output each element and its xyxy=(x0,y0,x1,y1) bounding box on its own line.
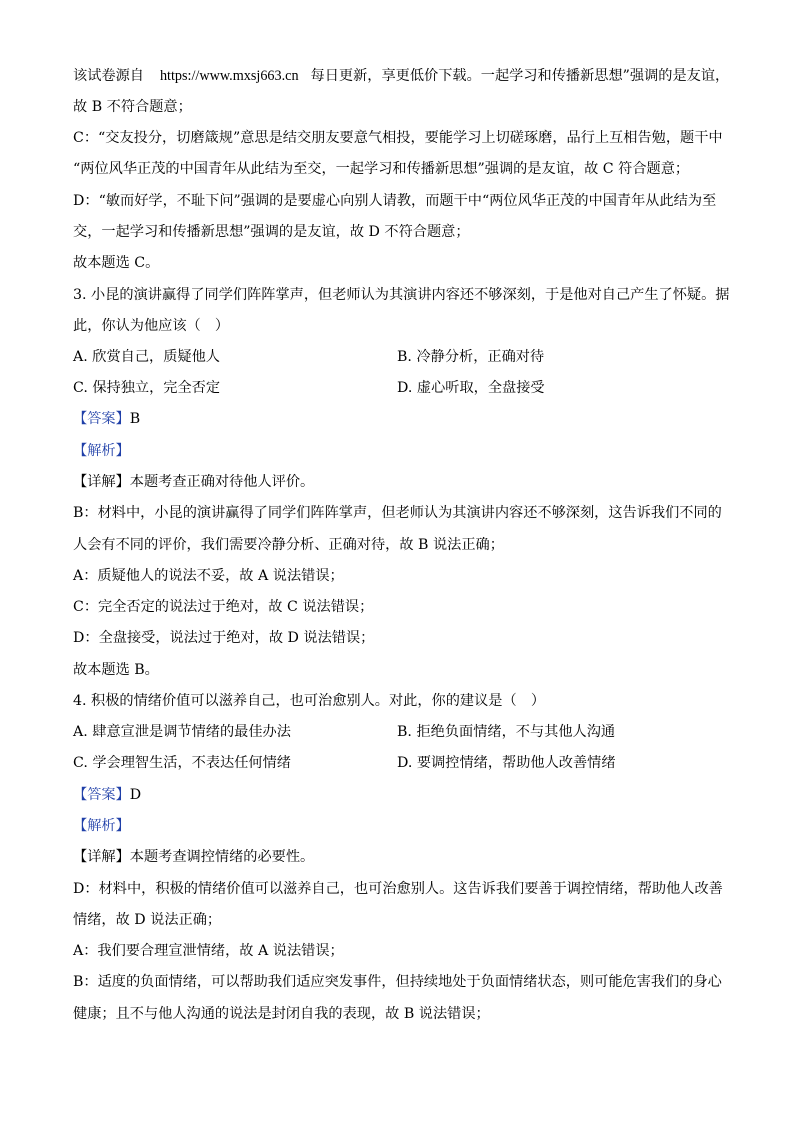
header-prefix: 该试卷源自 xyxy=(73,68,144,84)
source-header xyxy=(73,66,729,86)
explanation-line: A：质疑他人的说法不妥，故 A 说法错误； xyxy=(73,568,344,584)
explanation-line: B：适度的负面情绪，可以帮助我们适应突发事件，但持续地处于负面情绪状态，则可能危害我们的身心 xyxy=(73,974,722,990)
header-suffix: 每日更新，享更低价下载。一起学习和传播新思想”强调的是友谊， xyxy=(310,68,730,84)
explanation-line: D：全盘接受，说法过于绝对，故 D 说法错误； xyxy=(73,630,375,646)
q3-analysis-tag xyxy=(73,441,130,461)
q4-option-d: D. 要调控情绪，帮助他人改善情绪 xyxy=(397,755,616,771)
explanation-line: C：完全否定的说法过于绝对，故 C 说法错误； xyxy=(73,599,374,615)
explanation-line: 情绪，故 D 说法正确； xyxy=(73,912,222,928)
text-line: 故 B 不符合题意； xyxy=(73,99,192,115)
detail-text: 本题考查调控情绪的必要性。 xyxy=(129,849,315,865)
text-line: D：“敏而好学，不耻下问”强调的是要虚心向别人请教，而题干中“两位风华正茂的中国青年从此结为至 xyxy=(73,193,717,209)
q4-option-a: A. 肆意宣泄是调节情绪的最佳办法 xyxy=(73,724,291,740)
q4-detail xyxy=(73,847,314,867)
answer-value: D xyxy=(129,787,142,803)
explanation-line: A：我们要合理宣泄情绪，故 A 说法错误； xyxy=(73,943,344,959)
q3-answer xyxy=(73,409,140,429)
source-url-link[interactable]: https://www.mxsj663.cn xyxy=(159,68,299,84)
q4-option-c: C. 学会理智生活，不表达任何情绪 xyxy=(73,755,291,771)
question-3-stem: 3. 小昆的演讲赢得了同学们阵阵掌声，但老师认为其演讲内容还不够深刻，于是他对自己产生了怀疑。据 xyxy=(73,287,730,303)
q4-answer xyxy=(73,785,141,805)
q4-option-b: B. 拒绝负面情绪，不与其他人沟通 xyxy=(397,724,616,740)
answer-tag: 【答案】 xyxy=(73,411,130,427)
analysis-tag: 【解析】 xyxy=(73,818,130,834)
text-line: “两位风华正茂的中国青年从此结为至交，一起学习和传播新思想”强调的是友谊，故 C 符合题意； xyxy=(73,161,690,177)
text-line: C：“交友投分，切磨箴规”意思是结交朋友要意气相投，要能学习上切磋琢磨，品行上互相告勉，题干中 xyxy=(73,130,723,146)
question-4-stem: 4. 积极的情绪价值可以滋养自己，也可治愈别人。对此，你的建议是（ ） xyxy=(73,693,546,709)
detail-tag: 【详解】 xyxy=(73,849,130,865)
q3-detail xyxy=(73,472,314,492)
detail-text: 本题考查正确对待他人评价。 xyxy=(129,474,315,490)
q3-option-d: D. 虚心听取，全盘接受 xyxy=(397,380,545,396)
q3-option-b: B. 冷静分析，正确对待 xyxy=(397,349,545,365)
q4-analysis-tag xyxy=(73,816,130,836)
analysis-tag: 【解析】 xyxy=(73,443,130,459)
q3-option-c: C. 保持独立，完全否定 xyxy=(73,380,221,396)
text-line: 故本题选 C。 xyxy=(73,255,160,271)
answer-tag: 【答案】 xyxy=(73,787,130,803)
explanation-line: D：材料中，积极的情绪价值可以滋养自己，也可治愈别人。这告诉我们要善于调控情绪，帮助他人改善 xyxy=(73,881,723,897)
answer-value: B xyxy=(129,411,141,427)
explanation-line: 人会有不同的评价，我们需要冷静分析、正确对待，故 B 说法正确； xyxy=(73,537,504,553)
explanation-line: 健康；且不与他人沟通的说法是封闭自我的表现，故 B 说法错误； xyxy=(73,1006,490,1022)
detail-tag: 【详解】 xyxy=(73,474,130,490)
explanation-line: B：材料中，小昆的演讲赢得了同学们阵阵掌声，但老师认为其演讲内容还不够深刻，这告诉我们不同的 xyxy=(73,505,722,521)
question-3-stem-cont: 此，你认为他应该（ ） xyxy=(73,318,230,334)
q3-option-a: A. 欣赏自己，质疑他人 xyxy=(73,349,220,365)
text-line: 交，一起学习和传播新思想”强调的是友谊，故 D 不符合题意； xyxy=(73,224,470,240)
explanation-line: 故本题选 B。 xyxy=(73,662,159,678)
